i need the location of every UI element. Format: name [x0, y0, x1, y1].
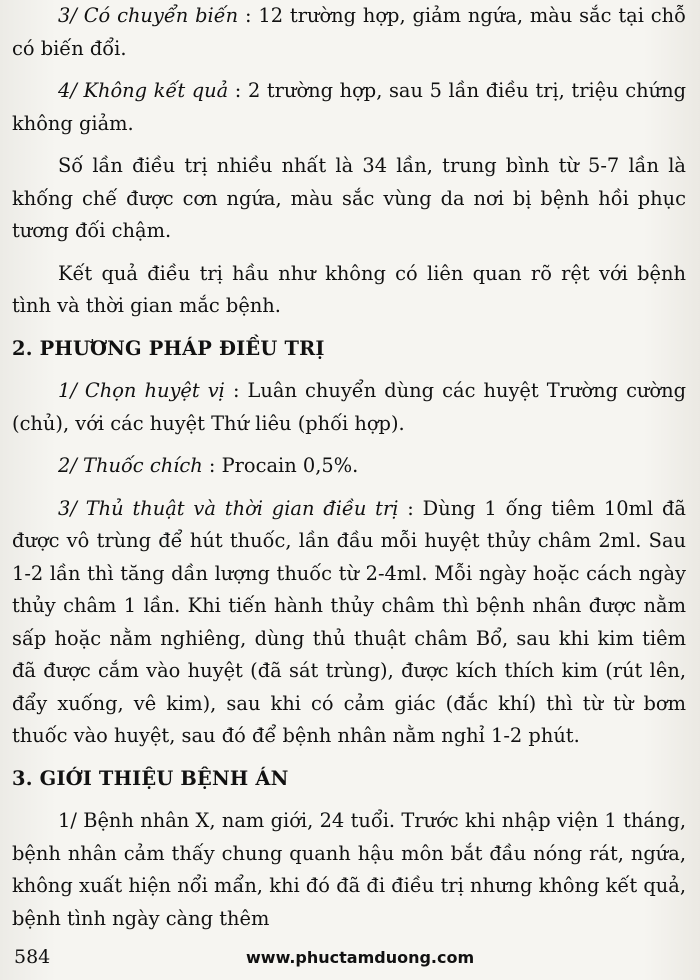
- method-text: : Procain 0,5%.: [202, 454, 359, 477]
- website-link[interactable]: www.phuctamduong.com: [246, 948, 475, 967]
- paragraph-treatment-count: [12, 150, 686, 248]
- page-footer: [14, 946, 686, 974]
- method-item-3: [12, 493, 686, 753]
- section-2-heading: 2. PHƯƠNG PHÁP ĐIỀU TRỊ: [12, 336, 325, 360]
- case-text: 1/ Bệnh nhân X, nam giới, 24 tuổi. Trước khi nhập viện 1 tháng, bệnh nhân cảm thấy chung quanh hậu môn bắt đầu nóng rát, ngứa, không xuất hiện nổi mẩn, khi đó đã đi điều trị nhưng không kết quả, bệnh tình ngày càng thêm: [12, 809, 686, 930]
- paragraph-result-3: [12, 0, 686, 65]
- section-3-heading: 3. GIỚI THIỆU BỆNH ÁN: [12, 766, 289, 790]
- page-content: [12, 0, 686, 935]
- method-label: 1/ Chọn huyệt vị: [58, 379, 225, 402]
- method-item-2: [12, 450, 686, 483]
- method-text: : Dùng 1 ống tiêm 10ml đã được vô trùng để hút thuốc, lần đầu mỗi huyệt thủy châm 2ml. Sau 1-2 lần thì tăng dần lượng thuốc từ 2-4ml. Mỗi ngày hoặc cách ngày thủy châm 1 lần. Khi tiến hành thủy châm thì bệnh nhân được nằm sấp hoặc nằm nghiêng, dùng thủ thuật châm Bổ, sau khi kim tiêm đã được cắm vào huyệt (đã sát trùng), được kích thích kim (rút lên, đẩy xuống, vê kim), sau khi có cảm giác (đắc khí) thì từ từ bơm thuốc vào huyệt, sau đó để bệnh nhân nằm nghỉ 1-2 phút.: [12, 496, 686, 747]
- method-item-1: [12, 375, 686, 440]
- paragraph-correlation: [12, 258, 686, 323]
- paragraph-text: Số lần điều trị nhiều nhất là 34 lần, trung bình từ 5-7 lần là khống chế được cơn ngứa, màu sắc vùng da nơi bị bệnh hồi phục tương đối chậm.: [12, 154, 686, 242]
- method-text: : Luân chuyển dùng các huyệt Trường cường (chủ), với các huyệt Thứ liêu (phối hợp).: [12, 379, 686, 435]
- method-label: 3/ Thủ thuật và thời gian điều trị: [58, 496, 399, 520]
- result-text: : 12 trường hợp, giảm ngứa, màu sắc tại chỗ có biến đổi.: [12, 4, 686, 60]
- page-number: 584: [14, 946, 51, 968]
- result-label: 3/ Có chuyển biến: [58, 4, 239, 27]
- case-item-1: [12, 805, 686, 935]
- method-label: 2/ Thuốc chích: [58, 454, 203, 477]
- paragraph-text: Kết quả điều trị hầu như không có liên quan rõ rệt với bệnh tình và thời gian mắc bệnh.: [12, 261, 686, 317]
- paragraph-result-4: [12, 75, 686, 140]
- result-label: 4/ Không kết quả: [58, 79, 229, 102]
- result-text: : 2 trường hợp, sau 5 lần điều trị, triệu chứng không giảm.: [12, 79, 686, 135]
